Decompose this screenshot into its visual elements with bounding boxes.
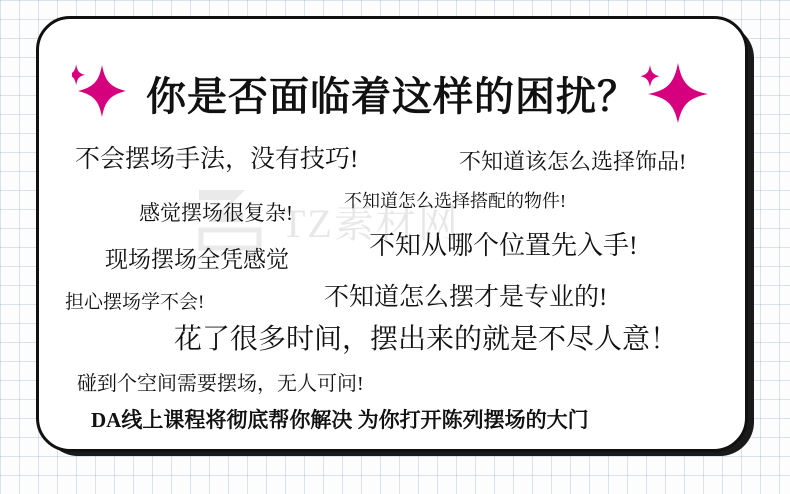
poster-card [36, 16, 748, 452]
pain-point-10: 碰到个空间需要摆场，无人可问! [77, 373, 364, 395]
pain-point-1: 不会摆场手法，没有技巧! [75, 146, 359, 173]
pain-point-9: 花了很多时间，摆出来的就是不尽人意！ [174, 324, 679, 355]
sparkle-left-icon [72, 61, 146, 125]
pain-point-6: 现场摆场全凭感觉 [105, 247, 289, 272]
pain-point-3: 感觉摆场很复杂! [139, 201, 293, 225]
pain-point-2: 不知道该怎么选择饰品! [459, 149, 687, 174]
pain-point-8: 担心摆场学不会! [65, 292, 205, 313]
page-title: 你是否面临着这样的困扰？ [146, 73, 638, 119]
pain-point-5: 不知从哪个位置先入手! [369, 231, 638, 260]
solution-line: DA线上课程将彻底帮你解决 为你打开陈列摆场的大门 [91, 408, 589, 432]
pain-point-4: 不知道怎么选择搭配的物件! [344, 191, 566, 211]
sparkle-right-icon [638, 61, 712, 125]
pain-point-7: 不知道怎么摆才是专业的! [324, 284, 608, 311]
headline-row [39, 61, 745, 125]
watermark-text: TZ素材网 [281, 201, 460, 246]
